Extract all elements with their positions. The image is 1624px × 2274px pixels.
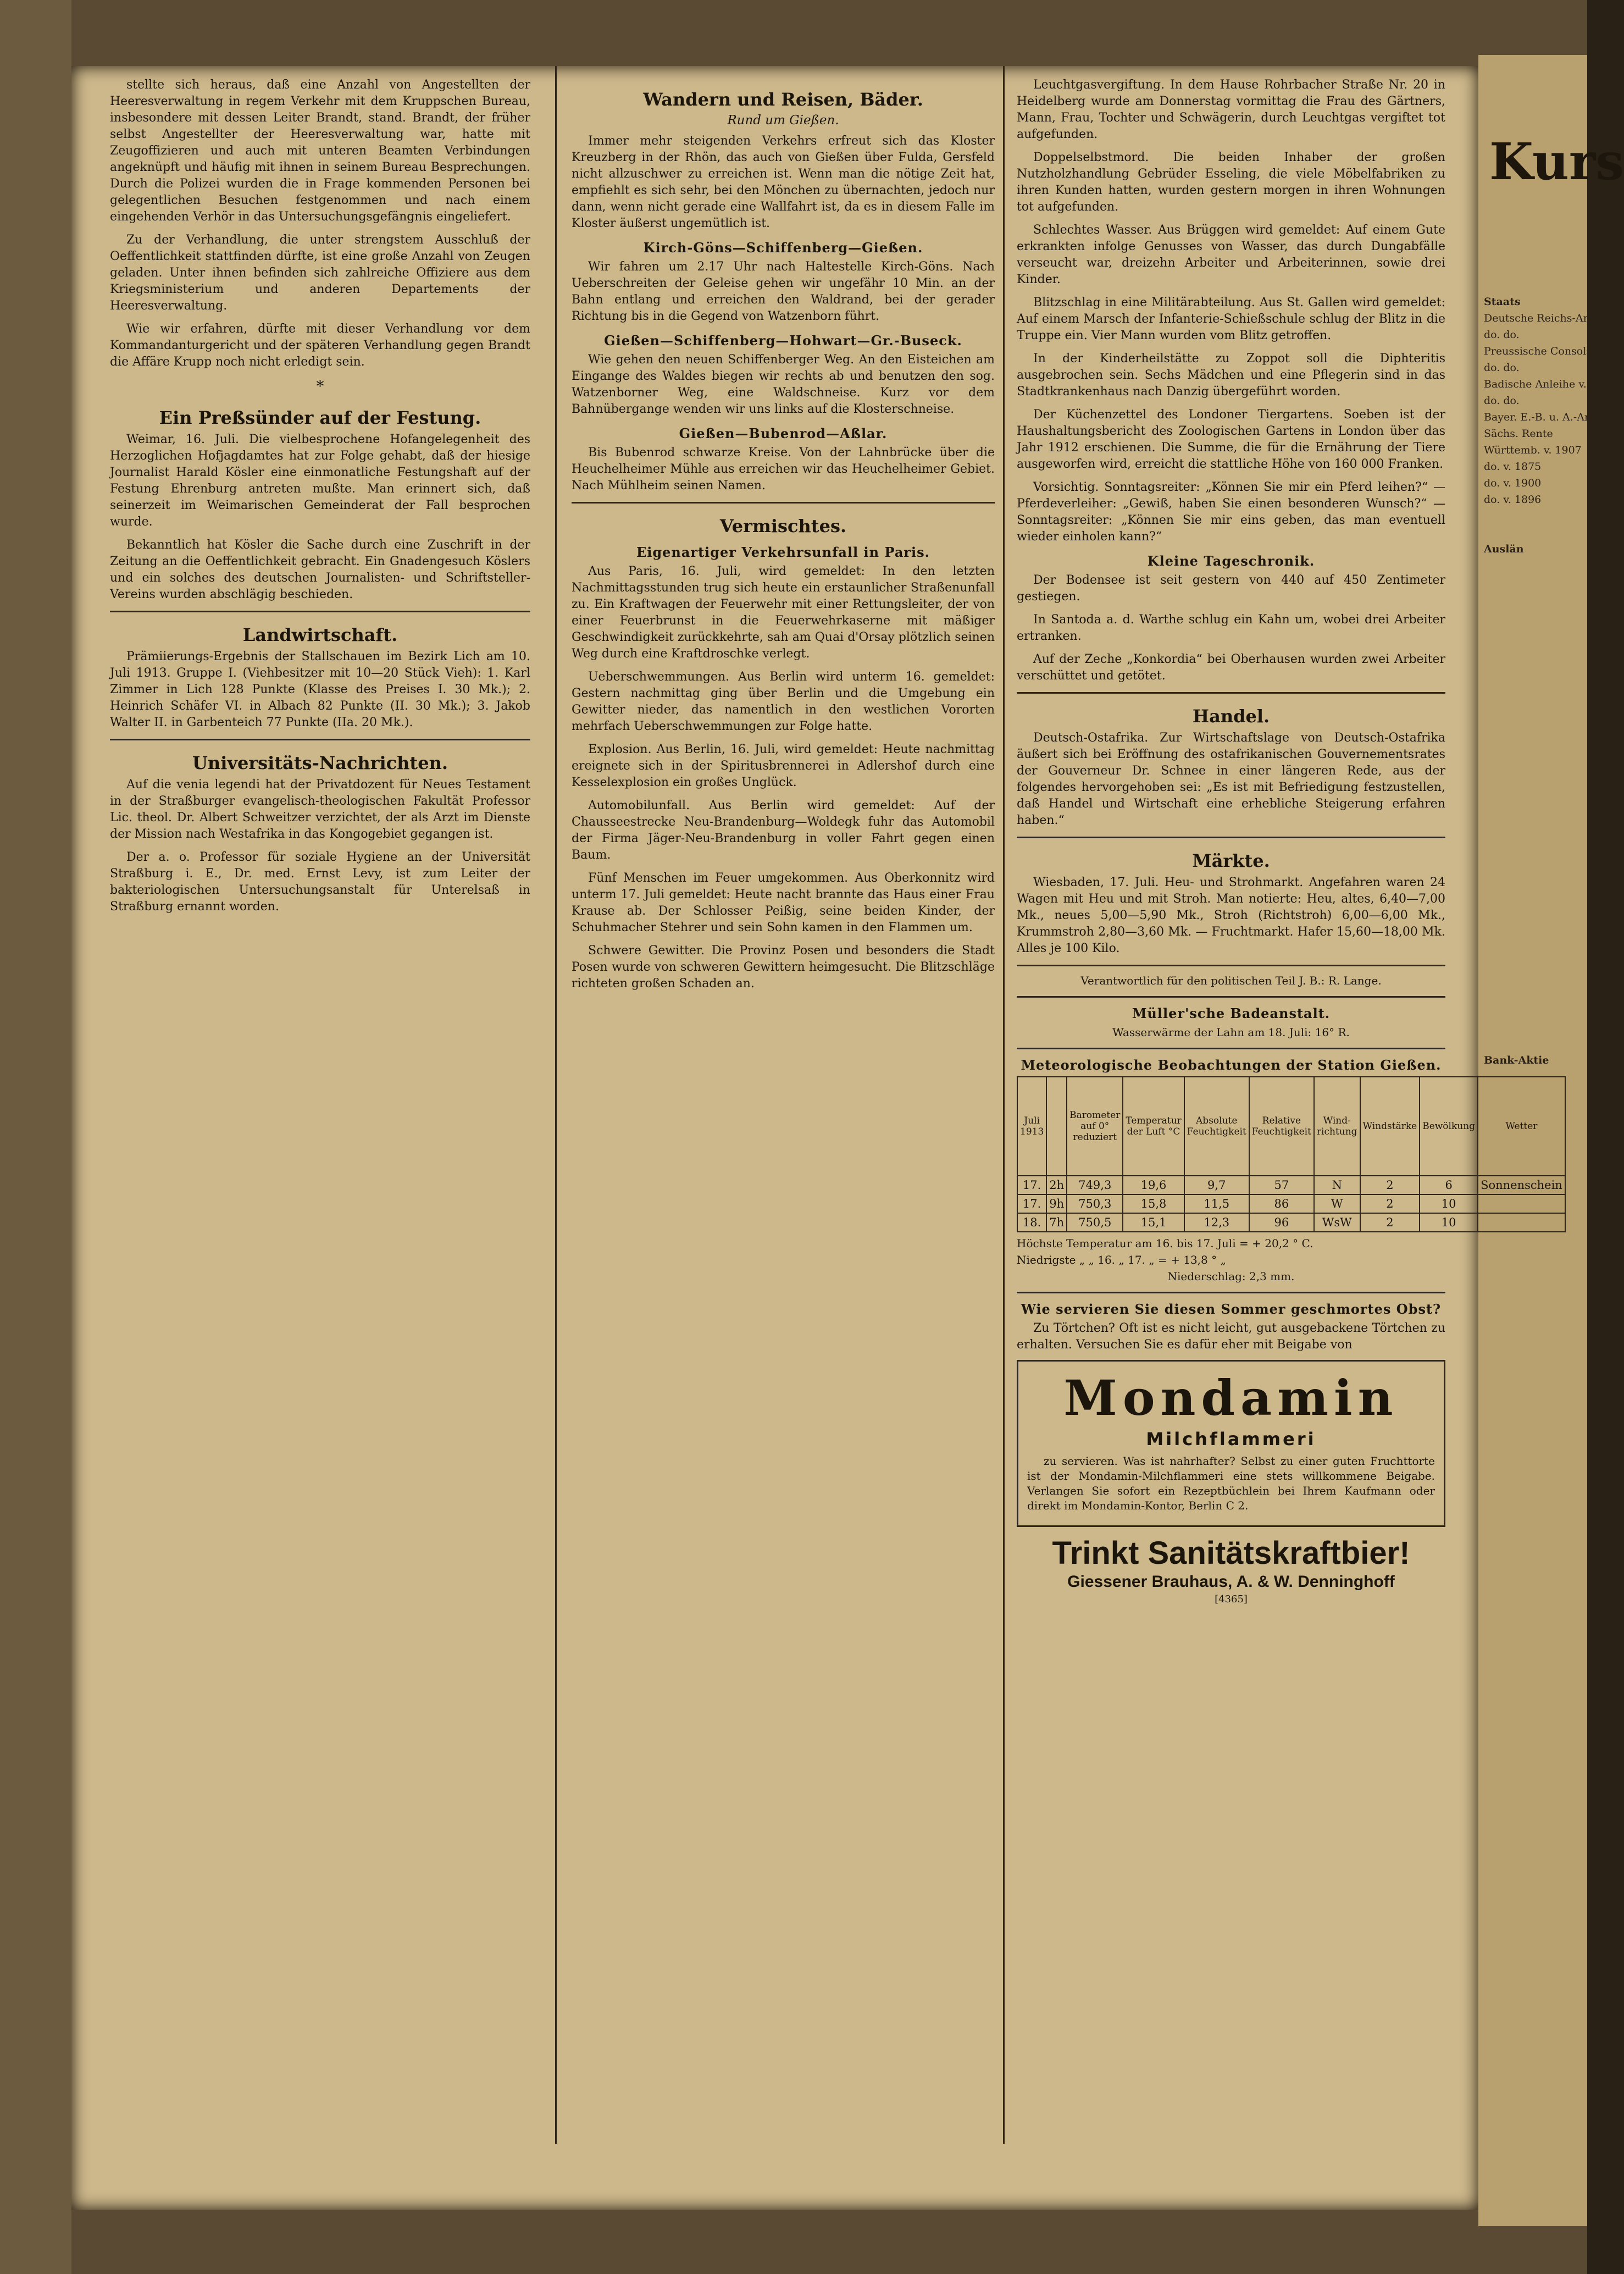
adjacent-list xyxy=(1484,286,1598,1069)
weather-cell: 12,3 xyxy=(1184,1213,1249,1232)
weather-cell: 10 xyxy=(1420,1213,1478,1232)
article-paragraph: Prämiierungs-Ergebnis der Stallschauen im Bezirk Lich am 10. Juli 1913. Gruppe I. (Viehbesitzer mit 10—20 Stück Vieh): 1. Karl Zimmer in Lich 128 Punkte (Klasse des Preises I. 30 Mk.); 2. Heinrich Schäfer VI. in Albach 82 Punkte (II. 30 Mk.); 3. Jakob Walter II. in Garbenteich 77 Punkte (IIa. 20 Mk.). xyxy=(110,650,530,729)
adjacent-line: Deutsche Reichs-Anl. xyxy=(1484,312,1597,324)
divider xyxy=(1017,965,1445,966)
weather-cell: Sonnenschein xyxy=(1478,1176,1565,1194)
weather-cell: 750,3 xyxy=(1067,1194,1123,1213)
article-paragraph: Aus Paris, 16. Juli, wird gemeldet: In den letzten Nachmittagsstunden trug sich heute ein erstaunlicher Straßenunfall zu. Ein Kraftwagen der Feuerwehr mit einer Rettungsleiter, der von einer Feuerbrunst in die Feuerwehrkaserne mit mäßiger Geschwindigkeit zurückkehrte, sah am Quai d'Orsay plötzlich seinen Weg durch eine Kraftdroschke verlegt. xyxy=(572,565,995,661)
article-paragraph: Auf die venia legendi hat der Privatdozent für Neues Testament in der Straßburger evangelisch-theologischen Fakultät Professor Lic. theol. Dr. Albert Schweitzer verzichtet, der als Arzt im Dienste der Mission nach Westafrika in das Kongogebiet gegangen ist. xyxy=(110,778,530,841)
precipitation: Niederschlag: 2,3 mm. xyxy=(1167,1270,1295,1283)
weather-column-header xyxy=(1046,1077,1067,1176)
adjacent-head: Auslän xyxy=(1484,543,1524,555)
article-paragraph: Wie wir erfahren, dürfte mit dieser Verhandlung vor dem Kommandanturgericht und der späteren Verhandlung gegen Brandt die Affäre Krupp noch nicht erledigt sein. xyxy=(110,322,530,369)
adjacent-line: do. do. xyxy=(1484,395,1520,407)
section-heading: Märkte. xyxy=(1192,850,1270,871)
weather-table-body xyxy=(1017,1176,1565,1232)
weather-cell xyxy=(1478,1213,1565,1232)
editor-line: Verantwortlich für den politischen Teil J. B.: R. Lange. xyxy=(1080,974,1382,987)
weather-table-header xyxy=(1017,1077,1565,1176)
article-paragraph: Bis Bubenrod schwarze Kreise. Von der Lahnbrücke über die Heuchelheimer Mühle aus erreichen wir das Heuchelheimer Gebiet. Nach Mühlheim seinen Namen. xyxy=(572,446,995,493)
underlying-pages xyxy=(0,0,71,2274)
weather-column-header: Wetter xyxy=(1478,1077,1565,1176)
article-paragraph: Der a. o. Professor für soziale Hygiene an der Universität Straßburg i. E., Dr. med. Ernst Levy, ist zum Leiter der bakteriologischen Untersuchungsanstalt für Unterelsaß in Straßburg ernannt worden. xyxy=(110,850,530,914)
weather-cell: 6 xyxy=(1420,1176,1478,1194)
article-paragraph: Bekanntlich hat Kösler die Sache durch eine Zuschrift in der Zeitung an die Oeffentlichkeit gebracht. Ein Gnadengesuch Köslers und ein solches des deutschen Journalisten- und Schriftsteller-Vereins wurden abschlägig beschieden. xyxy=(110,538,530,601)
section-heading: Wandern und Reisen, Bäder. xyxy=(643,89,923,110)
weather-column-header: Absolute Feuchtigkeit xyxy=(1184,1077,1249,1176)
water-temperature: Wasserwärme der Lahn am 18. Juli: 16° R. xyxy=(1112,1026,1350,1039)
article-paragraph: Zu der Verhandlung, die unter strengstem Ausschluß der Oeffentlichkeit stattfinden dürfte, ist eine große Anzahl von Zeugen geladen. Unter ihnen befinden sich zahlreiche Offiziere aus dem Kriegsministerium und anderen Departements der Heeresverwaltung. xyxy=(110,233,530,313)
weather-cell: 15,1 xyxy=(1123,1213,1184,1232)
advert-text: Zu Törtchen? Oft ist es nicht leicht, gut ausgebackene Törtchen zu erhalten. Versuchen Sie es dafür eher mit Beigabe von xyxy=(1017,1321,1445,1352)
article-paragraph: Der Bodensee ist seit gestern von 440 auf 450 Zentimeter gestiegen. xyxy=(1017,573,1445,604)
weather-cell: 86 xyxy=(1249,1194,1314,1213)
weather-column-header: Windstärke xyxy=(1360,1077,1420,1176)
article-paragraph: Doppelselbstmord. Die beiden Inhaber der großen Nutzholzhandlung Gebrüder Esseling, die viele Möbelfabriken zu ihren Kunden hatten, wurden gestern morgen in ihren Wohnungen tot aufgefunden. xyxy=(1017,151,1445,214)
divider xyxy=(110,611,530,612)
adjacent-line: Badische Anleihe v. xyxy=(1484,378,1587,390)
mondamin-advert xyxy=(1017,1360,1445,1527)
divider xyxy=(1017,1048,1445,1049)
weather-cell: 18. xyxy=(1017,1213,1046,1232)
weather-cell xyxy=(1478,1194,1565,1213)
weather-cell: 17. xyxy=(1017,1194,1046,1213)
weather-cell: 57 xyxy=(1249,1176,1314,1194)
article-paragraph: Blitzschlag in eine Militärabteilung. Aus St. Gallen wird gemeldet: Auf einem Marsch der Infanterie-Schießschule schlug der Blitz in die Truppe ein. Vier Mann wurden vom Blitz getroffen. xyxy=(1017,296,1445,342)
section-subheading: Rund um Gießen. xyxy=(727,113,839,128)
weather-cell: 15,8 xyxy=(1123,1194,1184,1213)
section-heading: Vermischtes. xyxy=(719,516,847,536)
weather-cell: 10 xyxy=(1420,1194,1478,1213)
weather-cell: 9,7 xyxy=(1184,1176,1249,1194)
article-paragraph: In Santoda a. d. Warthe schlug ein Kahn um, wobei drei Arbeiter ertranken. xyxy=(1017,613,1445,643)
article-paragraph: Schwere Gewitter. Die Provinz Posen und besonders die Stadt Posen wurde von schweren Gewittern heimgesucht. Die Blitzschläge richteten großen Schaden an. xyxy=(572,944,995,991)
weather-cell: 2h xyxy=(1046,1176,1067,1194)
section-subheading: Kleine Tageschronik. xyxy=(1147,553,1315,569)
weather-column-header: Bewölkung xyxy=(1420,1077,1478,1176)
divider xyxy=(110,739,530,740)
adjacent-title: Kurs xyxy=(1489,132,1624,191)
weather-cell: 96 xyxy=(1249,1213,1314,1232)
section-heading: Landwirtschaft. xyxy=(242,624,398,645)
min-temperature: Niedrigste „ „ 16. „ 17. „ = + 13,8 ° „ xyxy=(1017,1253,1226,1266)
divider xyxy=(572,502,995,504)
article-paragraph: Leuchtgasvergiftung. In dem Hause Rohrbacher Straße Nr. 20 in Heidelberg wurde am Donnerstag vormittag die Frau des Gärtners, Mann, Frau, Tochter und Schwägerin, durch Leuchtgas vergiftet tot aufgefunden. xyxy=(1017,78,1445,141)
weather-cell: 2 xyxy=(1360,1213,1420,1232)
max-temperature: Höchste Temperatur am 16. bis 17. Juli = + 20,2 ° C. xyxy=(1017,1237,1313,1250)
adjacent-line: Sächs. Rente xyxy=(1484,428,1553,440)
article-paragraph: Der Küchenzettel des Londoner Tiergartens. Soeben ist der Haushaltungsbericht des Zoologischen Gartens in London über das Jahr 1912 erschienen. Die Summe, die für die Ernährung der Tiere ausgeworfen wird, erreicht die stattliche Höhe von 160 000 Franken. xyxy=(1017,408,1445,471)
weather-row xyxy=(1017,1176,1565,1194)
bath-heading: Müller'sche Badeanstalt. xyxy=(1132,1005,1331,1021)
article-paragraph: Wir fahren um 2.17 Uhr nach Haltestelle Kirch-Göns. Nach Ueberschreiten der Geleise gehen wir ungefähr 10 Min. an der Bahn entlang und erreichen den Waldrand, bei der gerader Richtung bis in die Gegend von Watzenborn führt. xyxy=(572,260,995,323)
route-heading: Kirch-Göns—Schiffenberg—Gießen. xyxy=(643,240,923,256)
weather-column-header: Juli 1913 xyxy=(1017,1077,1046,1176)
weather-cell: 2 xyxy=(1360,1194,1420,1213)
weather-column-header: Temperatur der Luft °C xyxy=(1123,1077,1184,1176)
beer-advert-title: Trinkt Sanitätskraftbier! xyxy=(1052,1535,1410,1571)
adjacent-head: Staats xyxy=(1484,296,1521,308)
weather-table xyxy=(1017,1076,1566,1232)
advert-text: zu servieren. Was ist nahrhafter? Selbst zu einer guten Fruchttorte ist der Mondamin-Milchflammeri eine stets willkommene Beigabe. Verlangen Sie sofort ein Rezeptbüchlein bei Ihrem Kaufmann oder direkt im Mondamin-Kontor, Berlin C 2. xyxy=(1027,1454,1435,1512)
adjacent-line: Bayer. E.-B. u. A.-Anl. xyxy=(1484,411,1598,423)
weather-column-header: Relative Feuchtigkeit xyxy=(1249,1077,1314,1176)
adjacent-head: Bank-Aktie xyxy=(1484,1054,1549,1066)
adjacent-line: Württemb. v. 1907 xyxy=(1484,444,1582,456)
article-paragraph: Weimar, 16. Juli. Die vielbesprochene Hofangelegenheit des Herzoglichen Hofjagdamtes hat zur Folge gehabt, daß der hiesige Journalist Harald Kösler eine einmonatliche Festungshaft auf der Festung Ehrenburg antreten mußte. Man erinnert sich, daß seinerzeit im Weimarischen Gemeinderat der Fall besprochen wurde. xyxy=(110,433,530,529)
article-paragraph: Vorsichtig. Sonntagsreiter: „Können Sie mir ein Pferd leihen?“ — Pferdeverleiher: „Gewiß, haben Sie einen besonderen Wunsch?“ — Sonntagsreiter: „Können Sie mir eins geben, das man eventuell wieder einholen kann?“ xyxy=(1017,480,1445,544)
article-paragraph: In der Kinderheilstätte zu Zoppot soll die Diphteritis ausgebrochen sein. Sechs Mädchen und eine Pflegerin sind in das Stadtkrankenhaus nach Danzig übergeführt worden. xyxy=(1017,352,1445,399)
advert-product: Milchflammeri xyxy=(1146,1429,1316,1449)
article-paragraph: Explosion. Aus Berlin, 16. Juli, wird gemeldet: Heute nachmittag ereignete sich in der Spiritusbrennerei in Adlershof durch eine Kesselexplosion ein großes Unglück. xyxy=(572,743,995,789)
weather-heading: Meteorologische Beobachtungen der Station Gießen. xyxy=(1021,1057,1442,1073)
divider xyxy=(1017,692,1445,694)
route-heading: Gießen—Schiffenberg—Hohwart—Gr.-Buseck. xyxy=(604,333,962,348)
column-rule xyxy=(1003,66,1005,2144)
weather-cell: 9h xyxy=(1046,1194,1067,1213)
divider xyxy=(1017,996,1445,998)
weather-cell: 19,6 xyxy=(1123,1176,1184,1194)
column-middle xyxy=(572,77,995,999)
weather-column-header: Wind-richtung xyxy=(1314,1077,1360,1176)
divider xyxy=(1017,837,1445,838)
article-paragraph: Immer mehr steigenden Verkehrs erfreut sich das Kloster Kreuzberg in der Rhön, das auch von Gießen über Fulda, Gersfeld nicht allzuschwer zu erreichen ist. Wenn man die nötige Zeit hat, empfiehlt es sich sehr, bei den Mönchen zu übernachten, jedoch nur dann, wenn nicht gerade eine Wallfahrt ist, da es in diesem Falle im Kloster äußerst ungemütlich ist. xyxy=(572,134,995,230)
market-report: Wiesbaden, 17. Juli. Heu- und Strohmarkt. Angefahren waren 24 Wagen mit Heu und mit Stroh. Man notierte: Heu, altes, 6,40—7,00 Mk., neues 5,00—5,90 Mk., Stroh (Richtstroh) 6,00—6,00 Mk., Krummstroh 2,80—3,60 Mk. — Fruchtmarkt. Hafer 15,60—18,00 Mk. Alles je 100 Kilo. xyxy=(1017,876,1445,955)
article-paragraph: Auf der Zeche „Konkordia“ bei Oberhausen wurden zwei Arbeiter verschüttet und getötet. xyxy=(1017,652,1445,683)
column-left xyxy=(110,77,530,922)
weather-cell: 749,3 xyxy=(1067,1176,1123,1194)
adjacent-line: do. v. 1896 xyxy=(1484,494,1542,506)
article-paragraph: Wie gehen den neuen Schiffenberger Weg. An den Eisteichen am Eingange des Waldes biegen wir rechts ab und benutzen den sog. Watzenborner Weg, eine Waldschneise. Kurz vor dem Bahnübergange wenden wir uns links auf die Klosterschneise. xyxy=(572,353,995,416)
weather-cell: 11,5 xyxy=(1184,1194,1249,1213)
advert-question: Wie servieren Sie diesen Sommer geschmortes Obst? xyxy=(1021,1301,1442,1317)
article-paragraph: stellte sich heraus, daß eine Anzahl von Angestellten der Heeresverwaltung in regem Verkehr mit dem Kruppschen Bureau, insbesondere mit dessen Leiter Brandt, stand. Brandt, der früher selbst Angestellter der Heeresverwaltung war, hatte mit Zeugoffizieren und auch mit unteren Beamten Verbindungen angeknüpft und häufig mit ihnen in seinem Bureau Besprechungen. Durch die Polizei wurden die in Frage kommenden Personen bei gelegentlichen Besuchen festgenommen und nach einem eingehenden Verhör in das Untersuchungsgefängnis eingeliefert. xyxy=(110,78,530,224)
section-heading: Ein Preßsünder auf der Festung. xyxy=(159,407,481,428)
article-paragraph: Automobilunfall. Aus Berlin wird gemeldet: Auf der Chausseestrecke Neu-Brandenburg—Woldegk fuhr das Automobil der Firma Jäger-Neu-Brandenburg in voller Fahrt gegen einen Baum. xyxy=(572,799,995,862)
advert-number: [4365] xyxy=(1215,1594,1248,1605)
weather-cell: 750,5 xyxy=(1067,1213,1123,1232)
article-paragraph: Fünf Menschen im Feuer umgekommen. Aus Oberkonnitz wird unterm 17. Juli gemeldet: Heute nacht brannte das Haus einer Frau Krause ab. Der Schlosser Peißig, seine beiden Kinder, der Schuhmacher Stehrer und sein Sohn kamen in den Flammen um. xyxy=(572,871,995,934)
section-heading: Handel. xyxy=(1192,706,1270,727)
brewery-name: Giessener Brauhaus, A. & W. Denninghoff xyxy=(1067,1573,1395,1591)
weather-cell: 2 xyxy=(1360,1176,1420,1194)
article-paragraph: Deutsch-Ostafrika. Zur Wirtschaftslage von Deutsch-Ostafrika äußert sich bei Eröffnung des ostafrikanischen Gouvernementsrates der Gouverneur Dr. Schnee in einer längeren Rede, aus der folgendes hervorgehoben sei: „Es ist mit Befriedigung festzustellen, daß Handel und Wirtschaft eine erhebliche Steigerung erfahren haben.“ xyxy=(1017,731,1445,827)
article-paragraph: Ueberschwemmungen. Aus Berlin wird unterm 16. gemeldet: Gestern nachmittag ging über Berlin und die Umgebung ein Gewitter nieder, das namentlich in den westlichen Vororten mehrfach Ueberschwemmungen zur Folge hatte. xyxy=(572,670,995,733)
weather-row xyxy=(1017,1213,1565,1232)
adjacent-line: Preussische Consols xyxy=(1484,345,1592,357)
weather-cell: W xyxy=(1314,1194,1360,1213)
section-heading: Universitäts-Nachrichten. xyxy=(192,753,448,773)
weather-cell: 17. xyxy=(1017,1176,1046,1194)
adjacent-line: do. do. xyxy=(1484,329,1520,341)
divider xyxy=(1017,1292,1445,1293)
article-paragraph: Schlechtes Wasser. Aus Brüggen wird gemeldet: Auf einem Gute erkrankten infolge Genusses von Wasser, das durch Dungabfälle verseucht war, dreizehn Arbeiter und Arbeiterinnen, sowie drei Kinder. xyxy=(1017,223,1445,286)
weather-row xyxy=(1017,1194,1565,1213)
separator-asterisk: * xyxy=(316,377,324,395)
weather-column-header: Barometer auf 0° reduziert xyxy=(1067,1077,1123,1176)
weather-cell: WsW xyxy=(1314,1213,1360,1232)
weather-cell: N xyxy=(1314,1176,1360,1194)
article-heading: Eigenartiger Verkehrsunfall in Paris. xyxy=(636,544,930,560)
weather-cell: 7h xyxy=(1046,1213,1067,1232)
column-rule xyxy=(555,66,557,2144)
route-heading: Gießen—Bubenrod—Aßlar. xyxy=(679,425,888,441)
adjacent-line: do. do. xyxy=(1484,362,1520,374)
advert-brand: Mondamin xyxy=(1063,1369,1399,1426)
adjacent-line: do. v. 1900 xyxy=(1484,477,1542,489)
adjacent-line: do. v. 1875 xyxy=(1484,461,1542,473)
